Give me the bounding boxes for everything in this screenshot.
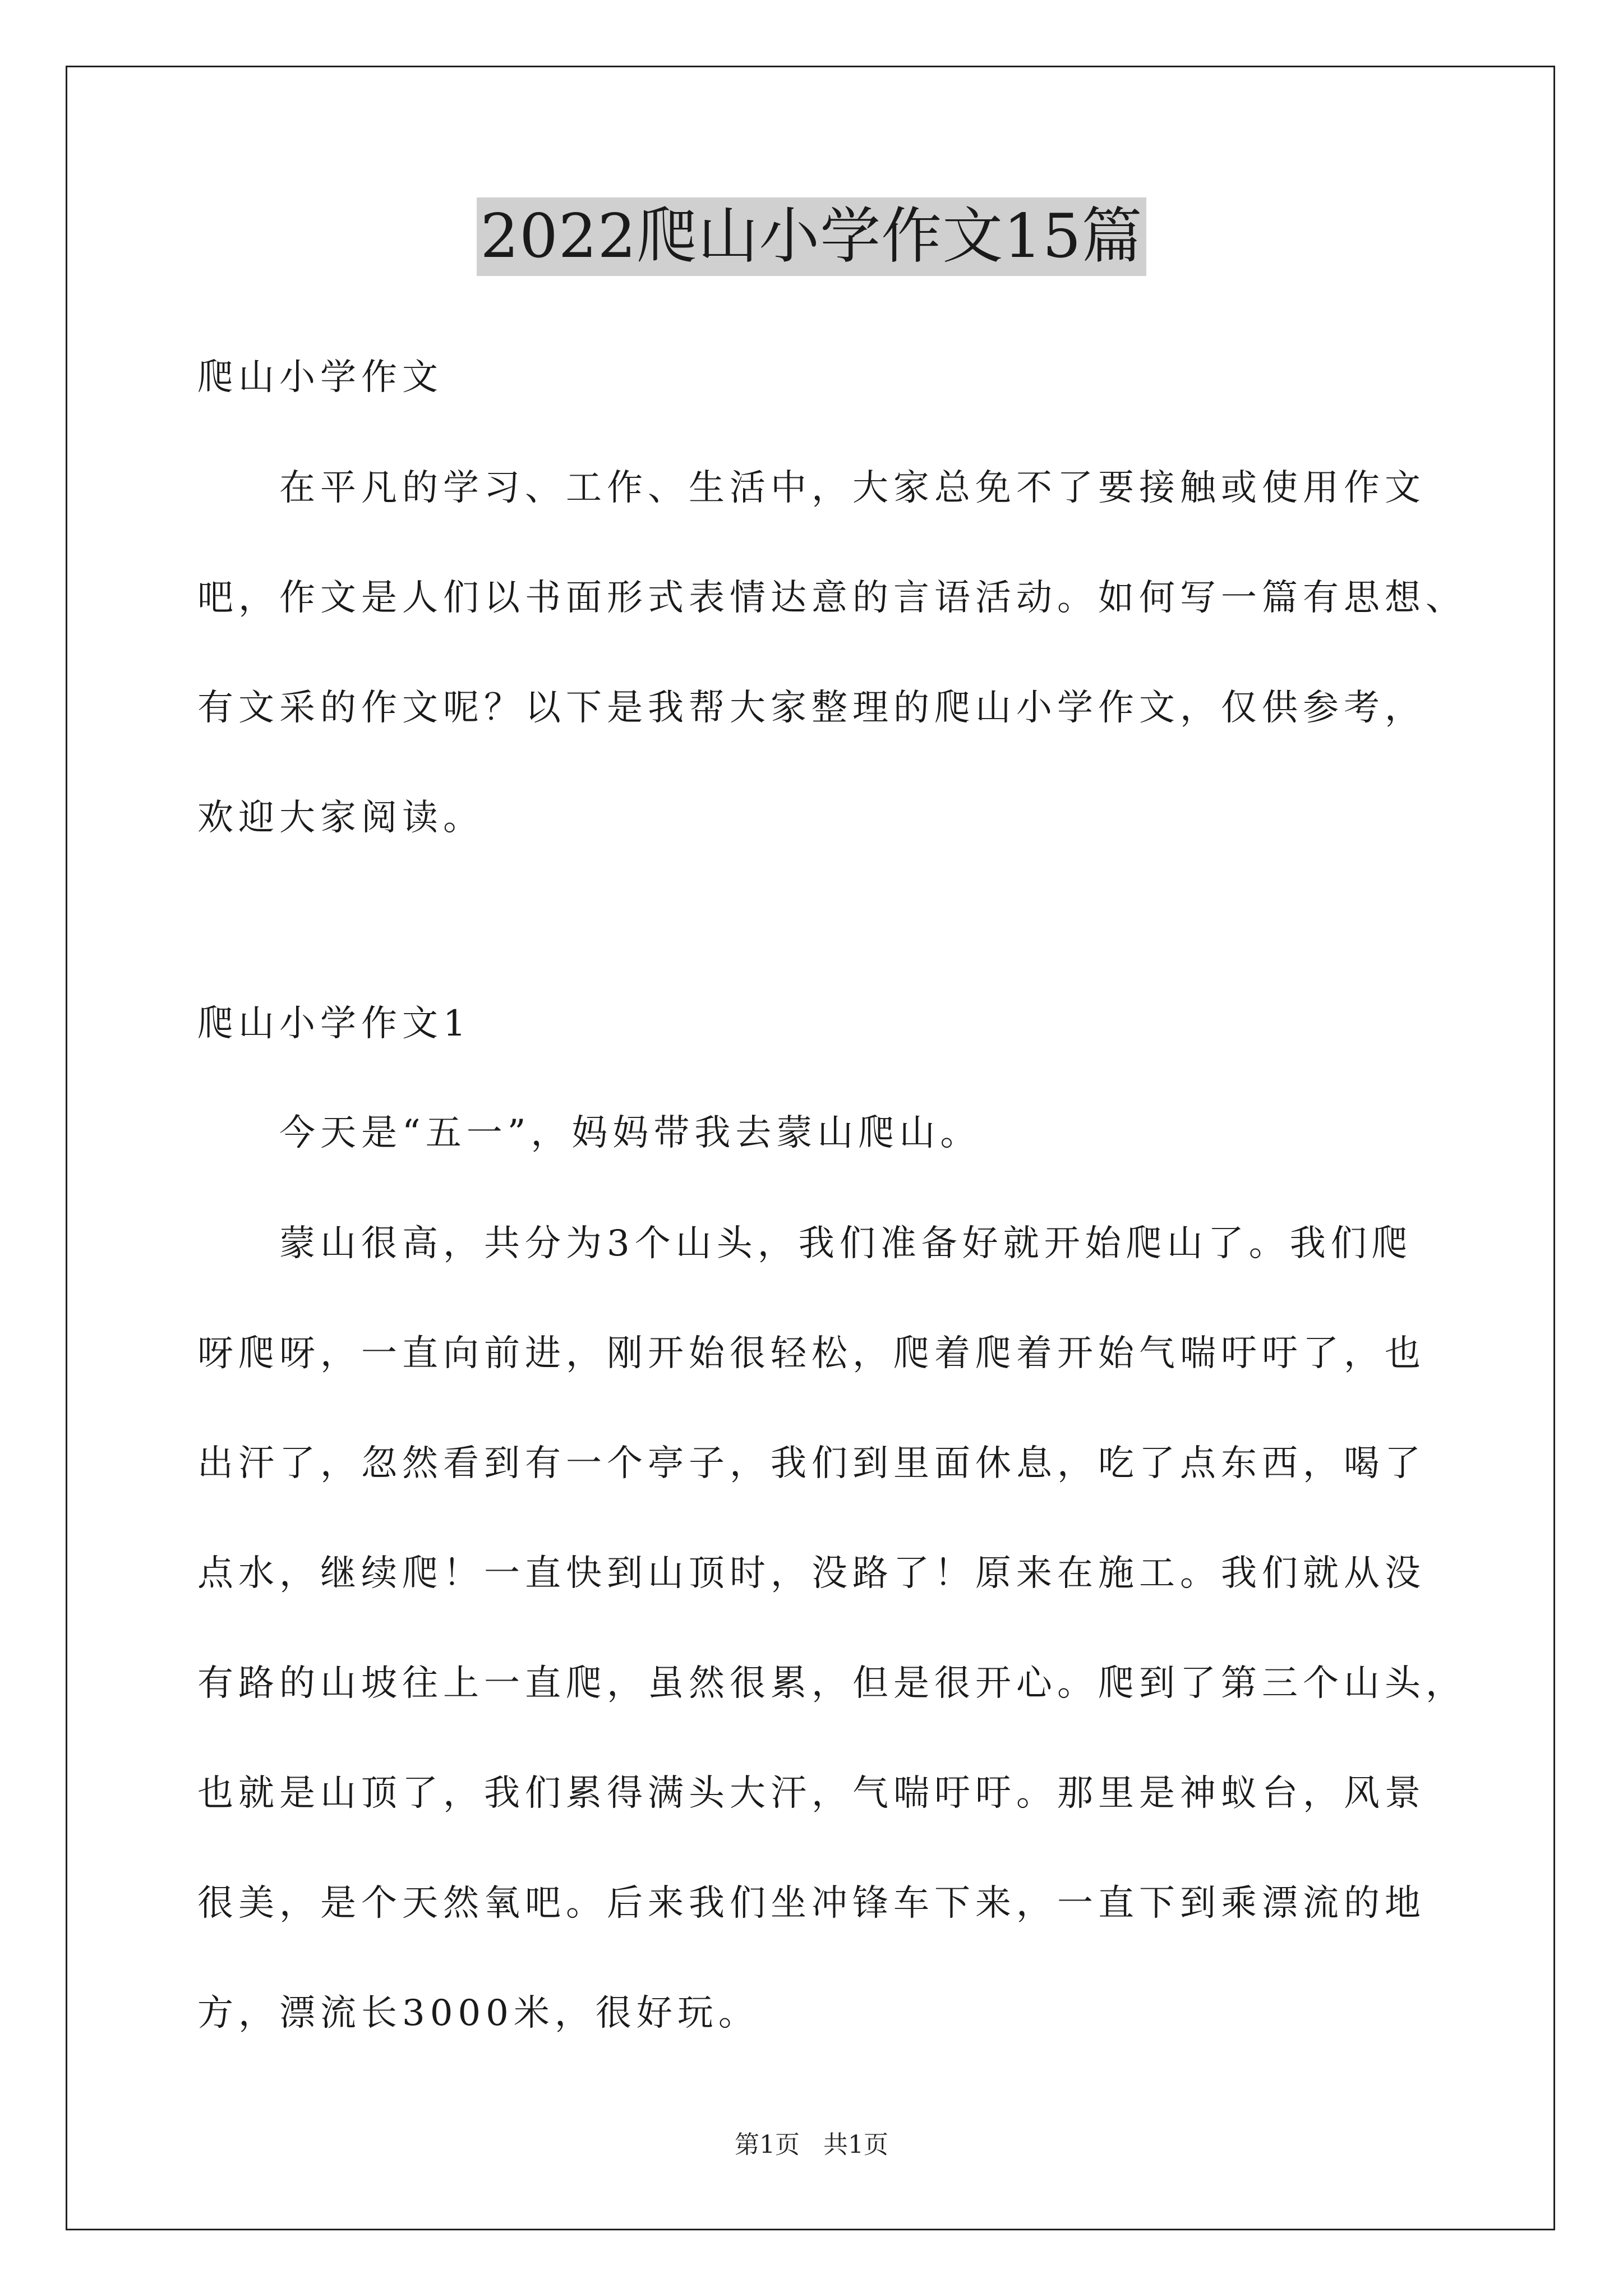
essay1-line: 也就是山顶了，我们累得满头大汗，气喘吁吁。那里是神蚁台，风景 [197, 1773, 1426, 1814]
page-footer [0, 2129, 1623, 2161]
page-total: 共1页 [823, 2131, 888, 2159]
intro-heading: 爬山小学作文 [197, 357, 443, 398]
intro-line: 吧，作文是人们以书面形式表情达意的言语活动。如何写一篇有思想、 [197, 577, 1467, 619]
intro-line: 欢迎大家阅读。 [197, 797, 484, 839]
title-container [0, 197, 1623, 276]
essay1-line: 呀爬呀，一直向前进，刚开始很轻松，爬着爬着开始气喘吁吁了，也 [197, 1333, 1426, 1374]
intro-line: 有文采的作文呢？以下是我帮大家整理的爬山小学作文，仅供参考， [197, 687, 1426, 729]
essay1-line: 很美，是个天然氧吧。后来我们坐冲锋车下来，一直下到乘漂流的地 [197, 1883, 1426, 1924]
intro-line: 在平凡的学习、工作、生活中，大家总免不了要接触或使用作文 [279, 467, 1426, 509]
document-title: 2022爬山小学作文15篇 [477, 197, 1146, 276]
essay1-line: 蒙山很高，共分为3个山头，我们准备好就开始爬山了。我们爬 [279, 1223, 1413, 1264]
page-number: 第1页 [735, 2131, 800, 2159]
essay1-line: 点水，继续爬！一直快到山顶时，没路了！原来在施工。我们就从没 [197, 1553, 1426, 1594]
essay1-paragraph1: 今天是“五一”，妈妈带我去蒙山爬山。 [279, 1112, 981, 1154]
essay1-heading: 爬山小学作文1 [197, 1003, 471, 1045]
essay1-line: 有路的山坡往上一直爬，虽然很累，但是很开心。爬到了第三个山头， [197, 1663, 1467, 1704]
essay1-line: 出汗了，忽然看到有一个亭子，我们到里面休息，吃了点东西，喝了 [197, 1443, 1426, 1484]
essay1-line: 方，漂流长3000米，很好玩。 [197, 1993, 759, 2034]
